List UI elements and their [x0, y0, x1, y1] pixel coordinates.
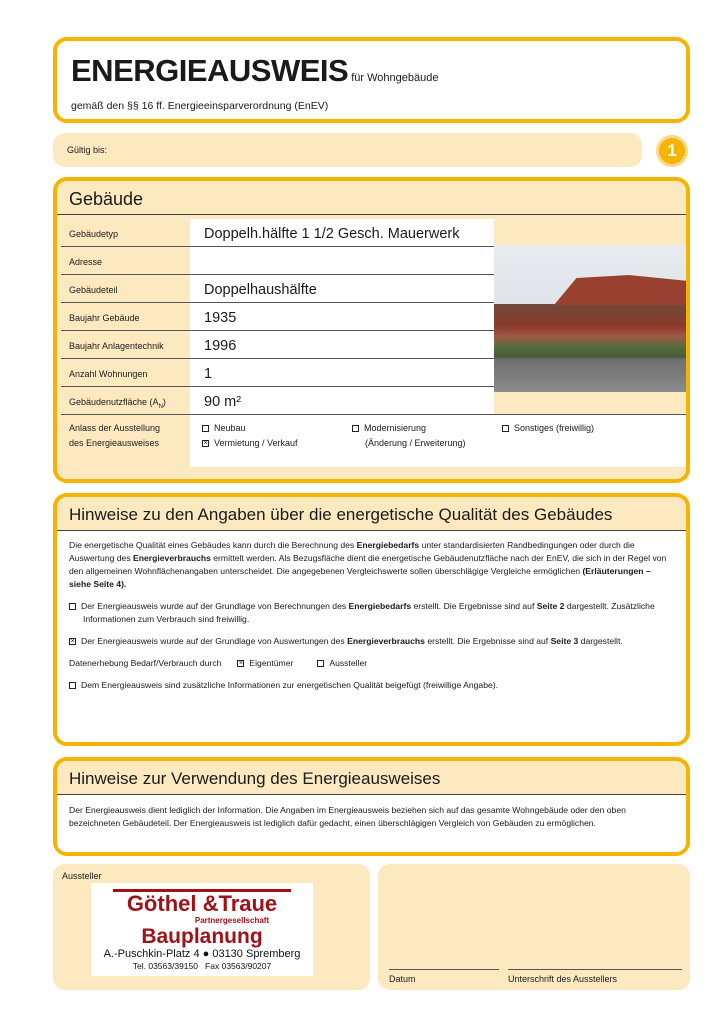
option-modernization[interactable]: Modernisierung (Änderung / Erweiterung)	[352, 421, 502, 461]
document-subtitle: gemäß den §§ 16 ff. Energieeinsparverordnung (EnEV)	[71, 100, 329, 112]
issuer-box	[53, 864, 370, 990]
row-building-part: Gebäudeteil Doppelhaushälfte	[61, 275, 686, 303]
usage-text: Der Energieausweis dient lediglich der Information. Die Angaben im Energieausweis beziehen sich auf das gesamte Wohngebäude oder den oben bezeichneten Gebäudeteil. Der Energieausweis ist lediglich dafür gedacht, einen überschlägigen Vergleich von Gebäuden zu ermöglichen.	[57, 795, 686, 856]
section-heading: Gebäude	[57, 181, 686, 215]
header-box	[53, 37, 690, 123]
usage-section	[53, 757, 690, 856]
page-number-badge: 1	[656, 135, 688, 167]
signature-box	[378, 864, 690, 990]
building-section	[53, 177, 690, 483]
option-rent-sale[interactable]: × Vermietung / Verkauf	[203, 438, 298, 448]
quality-intro: Die energetische Qualität eines Gebäudes kann durch die Berechnung des Energiebedarfs unter standardisierten Randbedingungen oder durch die Auswertung des Energieverbrauchs ermittelt werden. Als Bezugsfläche dient die energetische Gebäudenutzfläche nach der EnEV, die sich in der Regel von den allgemeinen Wohnflächenangaben unterscheidet. Die angegebenen Vergleichswerte sollen überschlägige Vergleiche ermöglichen (Erläuterungen – siehe Seite 4).	[69, 540, 667, 589]
option-consumption[interactable]: × Der Energieausweis wurde auf der Grundlage von Auswertungen des Energieverbrauchs erstellt. Die Ergebnisse sind auf Seite 3 dargestellt.	[70, 636, 623, 646]
row-floor-area: Gebäudenutzfläche $(A_N)$ 90 m²	[61, 387, 686, 415]
quality-section	[53, 493, 690, 746]
row-construction-year: Baujahr Gebäude 1935	[61, 303, 686, 331]
option-owner[interactable]: × Eigentümer	[238, 658, 294, 668]
row-units: Anzahl Wohnungen 1	[61, 359, 686, 387]
document-title: ENERGIEAUSWEIS für Wohngebäude	[71, 53, 439, 88]
row-building-type: Gebäudetyp Doppelh.hälfte 1 1/2 Gesch. Mauerwerk	[61, 219, 686, 247]
section-heading: Hinweise zur Verwendung des Energieausweises	[57, 761, 686, 795]
option-issuer[interactable]: Aussteller	[317, 658, 367, 668]
row-reason: Anlass der Ausstellung des Energieausweises Neubau × Vermietung / Verkauf Modernisierung (Änderung / Erweiterung) Sonstiges (freiwillig)	[61, 415, 686, 467]
option-other[interactable]: Sonstiges (freiwillig)	[502, 421, 594, 461]
issuer-label: Aussteller	[62, 871, 102, 881]
valid-until-field: Gültig bis:	[53, 133, 642, 167]
row-systems-year: Baujahr Anlagentechnik 1996	[61, 331, 686, 359]
data-collection: Datenerhebung Bedarf/Verbrauch durch × Eigentümer Aussteller	[69, 658, 368, 668]
date-field[interactable]: Datum	[389, 969, 499, 984]
option-demand[interactable]: Der Energieausweis wurde auf der Grundlage von Berechnungen des Energiebedarfs erstellt. Die Ergebnisse sind auf Seite 2 dargestellt. Zusätzliche Informationen zum Verbrauch sind freiwillig.	[69, 600, 674, 626]
signature-field[interactable]: Unterschrift des Ausstellers	[508, 969, 682, 984]
building-photo	[494, 245, 689, 392]
option-additional-info[interactable]: Dem Energieausweis sind zusätzliche Informationen zur energetischen Qualität beigefügt (freiwillige Angabe).	[69, 679, 674, 692]
option-new-build[interactable]: Neubau	[202, 421, 352, 436]
issuer-logo: Göthel &Traue Partnergesellschaft Bauplanung A.-Puschkin-Platz 4 ● 03130 Spremberg Tel. 03563/39150 Fax 03563/90207	[91, 883, 313, 976]
section-heading: Hinweise zu den Angaben über die energetische Qualität des Gebäudes	[57, 497, 686, 531]
row-address: Adresse	[61, 247, 686, 275]
